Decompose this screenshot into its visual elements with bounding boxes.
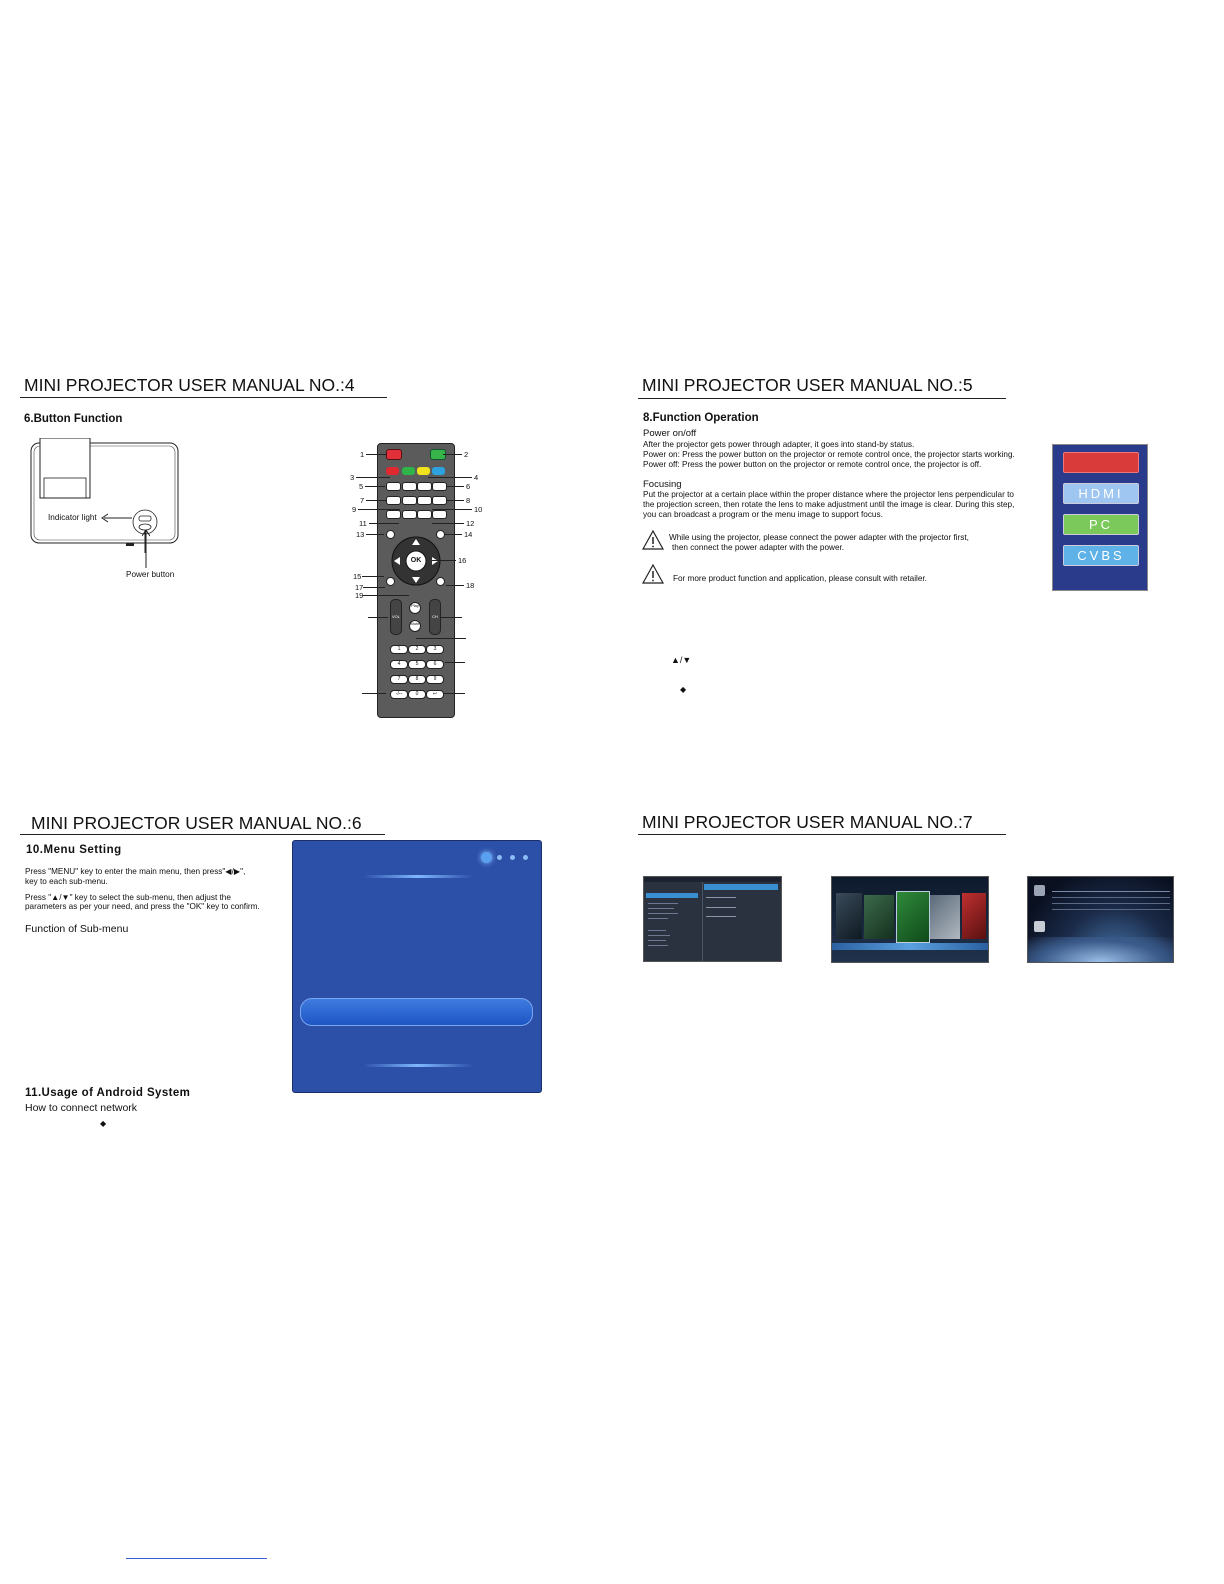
connect-network-title: How to connect network: [25, 1102, 138, 1114]
callout-line: [362, 576, 384, 577]
warning2-line: For more product function and application, please consult with retailer.: [673, 574, 927, 583]
callout-number: 17: [355, 583, 364, 592]
page4-header: MINI PROJECTOR USER MANUAL NO.:4: [24, 375, 355, 395]
callout-line: [444, 534, 462, 535]
link-underline: [126, 1558, 267, 1559]
menu-glow-line: [363, 1064, 473, 1067]
up-down-arrows: ▲/▼: [671, 655, 692, 665]
callout-line: [368, 617, 388, 618]
power-line: After the projector gets power through adapter, it goes into stand-by status.: [643, 440, 915, 449]
remote-yellow-button[interactable]: [417, 467, 430, 475]
callout-number: 11: [359, 519, 367, 528]
callout-line: [445, 662, 465, 663]
remote-row3-button[interactable]: [417, 510, 432, 519]
remote-row3-button[interactable]: [432, 510, 447, 519]
keypad-button[interactable]: 6: [426, 660, 444, 669]
menu-para2-line: parameters as per your need, and press the "OK" key to confirm.: [25, 902, 260, 911]
menu-selected-bar[interactable]: [300, 998, 533, 1026]
callout-number: 5: [359, 482, 364, 491]
callout-line: [358, 509, 400, 510]
remote-back-button[interactable]: [386, 577, 395, 586]
power-title: Power on/off: [643, 428, 697, 439]
callout-line: [366, 454, 386, 455]
keypad-button[interactable]: 4: [390, 660, 408, 669]
remote-power-button[interactable]: [386, 449, 402, 460]
callout-number: 13: [356, 530, 365, 539]
callout-line: [432, 523, 464, 524]
callout-number: 3: [350, 473, 355, 482]
submenu-title: Function of Sub-menu: [25, 923, 129, 935]
remote-row1-button[interactable]: [402, 482, 417, 491]
remote-red-button[interactable]: [386, 467, 399, 475]
page4-section-title: 6.Button Function: [24, 413, 123, 425]
callout-line: [443, 454, 462, 455]
warning-icon: [642, 564, 664, 584]
menu-para2-line: Press "▲/▼" key to select the sub-menu, then adjust the: [25, 893, 231, 902]
source-option-pc[interactable]: PC: [1063, 514, 1139, 535]
menu-screenshot: [292, 840, 542, 1093]
warning1-line: then connect the power adapter with the power.: [672, 543, 845, 552]
callout-number: 19: [355, 591, 364, 600]
callout-line: [356, 477, 390, 478]
focus-line: you can broadcast a program or the menu image to support focus.: [643, 510, 883, 519]
callout-line: [446, 585, 464, 586]
focus-title: Focusing: [643, 479, 682, 490]
page5-section-title: 8.Function Operation: [643, 412, 759, 424]
callout-number: 8: [466, 496, 471, 505]
power-button-label: Power button: [126, 570, 175, 579]
power-line: Power on: Press the power button on the projector or remote control once, the projector starts working.: [643, 450, 1015, 459]
page5-header: MINI PROJECTOR USER MANUAL NO.:5: [642, 375, 973, 395]
warning1-line: While using the projector, please connect the power adapter with the projector first,: [669, 533, 969, 542]
power-line: Power off: Press the power button on the projector or remote control once, the projector is off.: [643, 460, 982, 469]
remote-row2-button[interactable]: [432, 496, 447, 505]
remote-row3-button[interactable]: [386, 510, 401, 519]
callout-line: [363, 595, 409, 596]
menu-page-dot: [523, 855, 528, 860]
remote-row1-button[interactable]: [417, 482, 432, 491]
remote-mute2-button[interactable]: Mute: [409, 620, 421, 632]
callout-line: [363, 587, 385, 588]
page6-section-title: 10.Menu Setting: [26, 844, 122, 856]
keypad-button[interactable]: 7: [390, 675, 408, 684]
bullet-icon: ◆: [680, 685, 687, 694]
remote-play-button[interactable]: Play: [409, 602, 421, 614]
callout-line: [369, 523, 399, 524]
menu-page-dot: [497, 855, 502, 860]
android-launcher-screenshot: [1027, 876, 1174, 963]
remote-row1-button[interactable]: [432, 482, 447, 491]
keypad-button[interactable]: ↩: [426, 690, 444, 699]
keypad-button[interactable]: 8: [408, 675, 426, 684]
callout-line: [446, 500, 464, 501]
focus-line: Put the projector at a certain place within the proper distance where the projector lens perpendicular to: [643, 490, 1014, 499]
projector-illustration: [28, 438, 183, 553]
keypad-button[interactable]: 2: [408, 645, 426, 654]
bullet-icon: ◆: [100, 1119, 107, 1128]
callout-line: [416, 638, 466, 639]
callout-line: [432, 560, 456, 561]
page4-header-rule: [20, 397, 387, 398]
callout-line: [446, 486, 464, 487]
focus-line: the projection screen, then rotate the lens to make adjustment until the image is clear. During this step,: [643, 500, 1015, 509]
power-leader: [142, 530, 150, 570]
callout-number: 1: [360, 450, 365, 459]
remote-green-button[interactable]: [402, 467, 415, 475]
source-option-hdmi[interactable]: HDMI: [1063, 483, 1139, 504]
remote-row2-button[interactable]: [417, 496, 432, 505]
indicator-light-label: Indicator light: [48, 513, 97, 522]
callout-line: [440, 617, 462, 618]
menu-para1-line: Press "MENU" key to enter the main menu, then press"◀/▶",: [25, 867, 246, 876]
callout-number: 7: [360, 496, 365, 505]
menu-para1-line: key to each sub-menu.: [25, 877, 108, 886]
callout-number: 6: [466, 482, 471, 491]
callout-number: 9: [352, 505, 357, 514]
callout-number: 15: [353, 572, 362, 581]
remote-vol-rocker[interactable]: [390, 599, 402, 635]
keypad-button[interactable]: 5: [408, 660, 426, 669]
source-menu-panel: [1052, 444, 1148, 591]
warning-icon: [642, 530, 664, 550]
keypad-button[interactable]: 3: [426, 645, 444, 654]
callout-line: [443, 693, 465, 694]
remote-row2-button[interactable]: [386, 496, 401, 505]
remote-control: [377, 443, 455, 718]
callout-line: [365, 486, 385, 487]
remote-blue-button[interactable]: [432, 467, 445, 475]
page7-header: MINI PROJECTOR USER MANUAL NO.:7: [642, 812, 973, 832]
callout-number: 12: [466, 519, 475, 528]
callout-line: [366, 534, 384, 535]
remote-row3-button[interactable]: [402, 510, 417, 519]
remote-vol-label: VOL: [391, 614, 400, 619]
keypad-button[interactable]: 1: [390, 645, 408, 654]
page6-header: MINI PROJECTOR USER MANUAL NO.:6: [31, 813, 362, 833]
remote-row1-button[interactable]: [386, 482, 401, 491]
page5-header-rule: [638, 398, 1006, 399]
keypad-button[interactable]: 9: [426, 675, 444, 684]
remote-ch-label: CH: [432, 614, 438, 619]
callout-line: [362, 693, 386, 694]
menu-glow-line: [363, 875, 473, 878]
remote-ok-label: OK: [410, 557, 422, 564]
callout-line: [366, 500, 386, 501]
callout-number: 4: [474, 473, 479, 482]
keypad-button[interactable]: 0: [408, 690, 426, 699]
callout-line: [428, 477, 472, 478]
keypad-button[interactable]: -/--: [390, 690, 408, 699]
callout-number: 10: [474, 505, 483, 514]
source-option-cvbs[interactable]: CVBS: [1063, 545, 1139, 566]
callout-line: [432, 509, 472, 510]
callout-number: 14: [464, 530, 473, 539]
menu-page-dot: [510, 855, 515, 860]
remote-row2-button[interactable]: [402, 496, 417, 505]
android-media-screenshot: [831, 876, 989, 963]
callout-number: 2: [464, 450, 469, 459]
menu-page-dot-active: [481, 852, 492, 863]
page7-header-rule: [638, 834, 1006, 835]
remote-home-button[interactable]: [436, 577, 445, 586]
page6-header-rule: [20, 834, 385, 835]
callout-number: 18: [466, 581, 475, 590]
android-settings-screenshot: [643, 876, 782, 962]
source-option-selected[interactable]: [1063, 452, 1139, 473]
section11-title: 11.Usage of Android System: [25, 1087, 191, 1099]
callout-number: 16: [458, 556, 467, 565]
